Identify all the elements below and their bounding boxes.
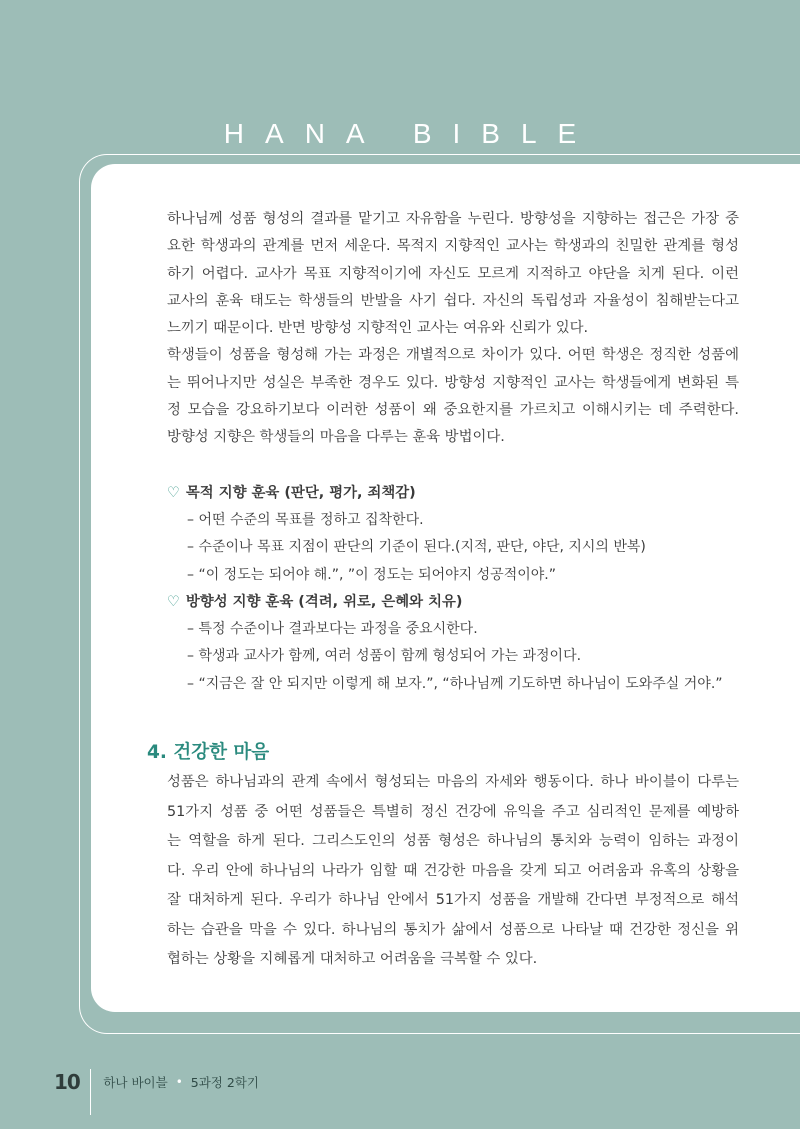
main-content [167,206,739,698]
text-line: 성품은 하나님과의 관계 속에서 형성되는 마음의 자세와 행동이다. 하나 바이블이 다루는 [167,774,739,790]
text-line: 요한 학생과의 관계를 먼저 세운다. 목적지 지향적인 교사는 학생과의 친밀한 관계를 형성 [167,238,739,255]
text-line: 정 모습을 강요하기보다 이러한 성품이 왜 중요한지를 가르치고 이해시키는 데 주력한다. [167,402,739,419]
text-line: 교사의 훈육 태도는 학생들의 반발을 사기 쉽다. 자신의 독립성과 자율성이 침해받는다고 [167,292,739,309]
text-line: 는 역할을 하게 된다. 그리스도인의 성품 형성은 하나님의 통치와 능력이 임하는 과정이 [167,833,739,849]
text-line: 하는 습관을 막을 수 있다. 하나님의 통치가 삶에서 성품으로 나타날 때 건강한 정신을 위 [167,921,739,938]
bullet-group-purpose [167,480,739,589]
bullet-item: – 어떤 수준의 목표를 정하고 집착한다. [187,511,424,528]
footer [54,1062,259,1102]
text-line: 는 뛰어나지만 성실은 부족한 경우도 있다. 방향성 지향적인 교사는 학생들에게 변화된 특 [167,374,739,391]
text-line: 잘 대처하게 된다. 우리가 하나님 안에서 51가지 성품을 개발해 간다면 부정적으로 해석 [167,892,739,908]
bullet-item: – 특정 수준이나 결과보다는 과정을 중요시한다. [187,621,478,638]
header-title: HANA BIBLE [223,118,598,149]
bullet-item: – “지금은 잘 안 되지만 이렇게 해 보자.”, “하나님께 기도하면 하나님이 도와주실 거야.” [187,675,723,692]
bullet-item: – 학생과 교사가 함께, 여러 성품이 함께 형성되어 가는 과정이다. [187,648,582,665]
text-line: 학생들이 성품을 형성해 가는 과정은 개별적으로 차이가 있다. 어떤 학생은 정직한 성품에 [167,347,739,364]
bullet-heading [167,589,739,616]
intro-paragraph-2 [167,342,739,451]
section-title: 4. 건강한 마음 [147,742,270,763]
section-body [167,768,739,975]
footer-divider [90,1069,92,1115]
heart-icon: ♡ [167,484,180,501]
bullet-section [167,480,739,698]
text-line: 협하는 상황을 지혜롭게 대처하고 어려움을 극복할 수 있다. [167,951,538,967]
page-number: 10 [54,1070,80,1094]
section-healthy-mind [147,740,739,975]
text-line: 방향성 지향은 학생들의 마음을 다루는 훈육 방법이다. [167,429,505,446]
text-line: 다. 우리 안에 하나님의 나라가 임할 때 건강한 마음을 갖게 되고 어려움과 유혹의 상황을 [167,862,739,879]
footer-book-title: 하나 바이블 [103,1075,168,1090]
bullet-heading-text: 방향성 지향 훈육 (격려, 위로, 은혜와 치유) [185,593,463,610]
text-line: 하나님께 성품 형성의 결과를 맡기고 자유함을 누린다. 방향성을 지향하는 접근은 가장 중 [167,211,739,227]
footer-dot-icon: • [175,1075,183,1089]
footer-course: 5과정 2학기 [190,1075,259,1090]
heart-icon: ♡ [167,593,180,610]
bullet-item: – “이 정도는 되어야 해.”, ”이 정도는 되어야지 성공적이야.” [187,566,556,583]
bullet-item: – 수준이나 목표 지점이 판단의 기준이 된다.(지적, 판단, 야단, 지시의 반복) [187,539,646,556]
text-line: 하기 어렵다. 교사가 목표 지향적이기에 자신도 모르게 지적하고 야단을 치게 된다. 이런 [167,265,739,282]
bullet-heading-text: 목적 지향 훈육 (판단, 평가, 죄책감) [185,484,416,501]
bullet-group-direction [167,589,739,698]
text-line: 느끼기 때문이다. 반면 방향성 지향적인 교사는 여유와 신뢰가 있다. [167,320,589,337]
intro-paragraph-1 [167,206,739,342]
bullet-heading [167,480,739,507]
text-line: 51가지 성품 중 어떤 성품들은 특별히 정신 건강에 유익을 주고 심리적인 문제를 예방하 [167,803,739,820]
